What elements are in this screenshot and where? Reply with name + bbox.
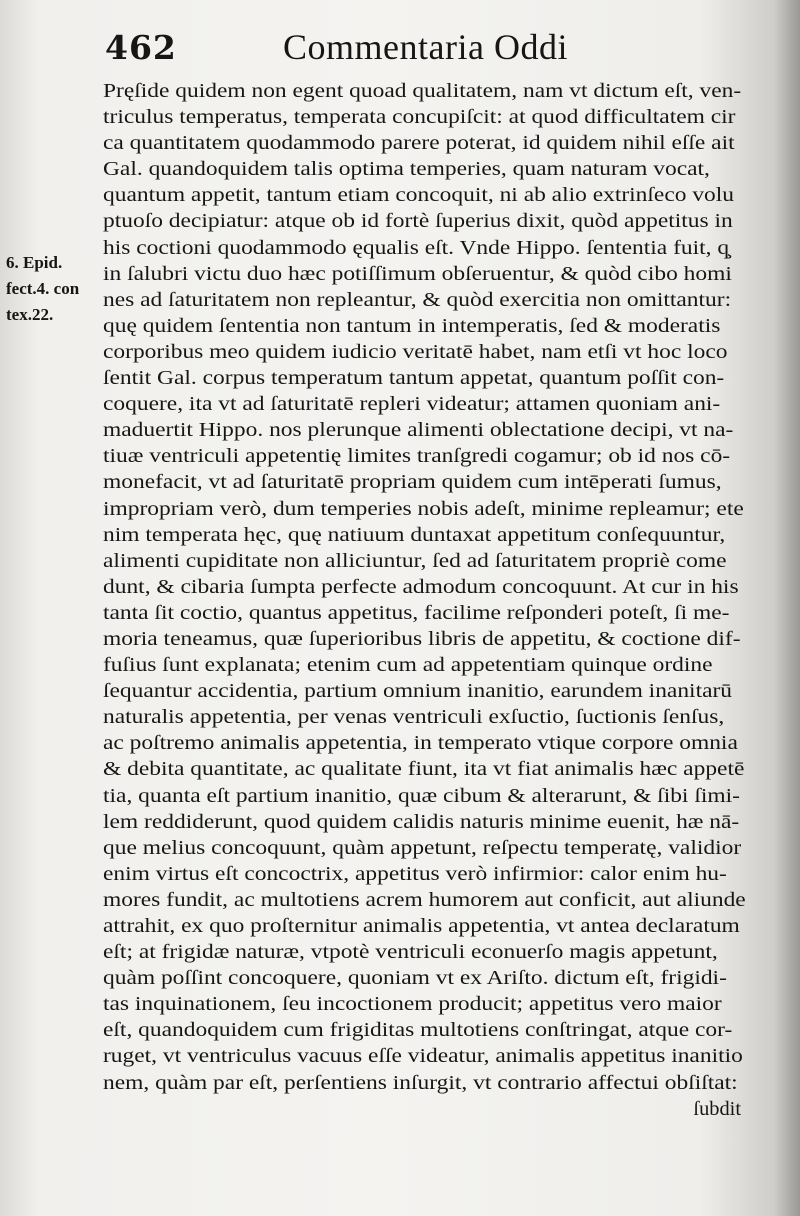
text-line: que melius concoquunt, quàm appetunt, reſpectu temperatę, validior — [103, 836, 742, 859]
text-line: & debita quantitate, ac qualitate fiunt, ita vt fiat animalis hæc appetē — [103, 758, 745, 781]
text-line: moria teneamus, quæ ſuperioribus libris de appetitu, & coctione dif- — [103, 627, 741, 650]
text-line: ſequantur accidentia, partium omnium inanitio, earundem inanitarū — [103, 680, 733, 703]
body-text — [103, 78, 763, 1122]
page-header — [0, 0, 800, 80]
text-line: maduertit Hippo. nos plerunque alimenti oblectatione decipi, vt na- — [103, 419, 734, 442]
text-line: dunt, & cibaria ſumpta perfecte admodum concoquunt. At cur in his — [103, 575, 739, 598]
text-line: Pręſide quidem non egent quoad qualitatem, nam vt dictum eſt, ven- — [103, 80, 742, 102]
text-line: mores fundit, ac multotiens acrem humorem aut conficit, aut aliunde — [103, 888, 746, 911]
text-line: ſentit Gal. corpus temperatum tantum appetat, quantum poſſit con- — [103, 367, 725, 390]
catchword: ſubdit — [693, 1097, 741, 1120]
text-line: naturalis appetentia, per venas ventriculi exſuctio, ſuctionis ſenſus, — [103, 706, 725, 729]
text-line: tia, quanta eſt partium inanitio, quæ cibum & alterarunt, & ſibi ſimi- — [103, 784, 740, 807]
text-line: coquere, ita vt ad ſaturitatē repleri videatur; attamen quoniam ani- — [103, 393, 721, 416]
text-line: fuſius ſunt explanata; etenim cum ad appetentiam quinque ordine — [103, 654, 713, 677]
text-line: tiuæ ventriculi appetentię limites tranſgredi cogamur; ob id nos cō- — [103, 445, 731, 468]
text-line: triculus temperatus, temperata concupiſcit: at quod difficultatem cir — [103, 106, 736, 129]
text-line: tanta ſit coctio, quantus appetitus, facilime reſponderi poteſt, ſi me- — [103, 601, 730, 624]
text-line: quę quidem ſententia non tantum in intemperatis, ſed & moderatis — [103, 314, 721, 337]
margin-note-line: 6. Epid. — [6, 253, 63, 272]
text-line: eſt; at frigidæ naturæ, vtpotè ventriculi econuerſo magis appetunt, — [103, 941, 718, 964]
text-line: ca quantitatem quodammodo parere poterat, id quidem nihil eſſe ait — [103, 132, 735, 155]
text-line: alimenti cupiditate non alliciuntur, ſed ad ſaturitatem propriè come — [103, 549, 727, 572]
text-line: in ſalubri victu duo hæc potiſſimum obſeruentur, & quòd cibo homi — [103, 262, 732, 285]
page-edge-shadow — [774, 0, 800, 1216]
text-line: Gal. quandoquidem talis optima temperies, quam naturam vocat, — [103, 158, 710, 181]
text-line: ac poſtremo animalis appetentia, in temperato vtique corpore omnia — [103, 732, 738, 755]
text-line: nim temperata hęc, quę natiuum duntaxat appetitum conſequuntur, — [103, 523, 726, 546]
text-line: nem, quàm par eſt, perſentiens inſurgit, vt contrario affectui obſiſtat: — [103, 1071, 738, 1094]
text-line: eſt, quandoquidem cum frigiditas multotiens conſtringat, atque cor- — [103, 1019, 733, 1042]
text-line: attrahit, ex quo proſternitur animalis appetentia, vt antea declaratum — [103, 915, 740, 937]
text-line: ptuoſo decipiatur: atque ob id fortè ſuperius dixit, quòd appetitus in — [103, 210, 733, 233]
margin-note-line: fect.4. con — [6, 279, 80, 298]
margin-note-line: tex.22. — [6, 305, 54, 324]
marginal-note — [6, 250, 101, 328]
text-line: his coctioni quodammodo ęqualis eſt. Vnde Hippo. ſententia fuit, q̧ — [103, 236, 730, 259]
text-line: tas inquinationem, ſeu incoctionem producit; appetitus vero maior — [103, 993, 722, 1016]
running-title: Commentaria Oddi — [283, 27, 568, 67]
page-number: 462 — [105, 28, 177, 67]
text-line: monefacit, vt ad ſaturitatē propriam quidem cum intēperati ſumus, — [103, 471, 722, 494]
text-line: lem reddiderunt, quod quidem calidis naturis minime euenit, hæ nā- — [103, 810, 740, 833]
text-line: enim virtus eſt concoctrix, appetitus verò infirmior: calor enim hu- — [103, 862, 727, 885]
text-line: nes ad ſaturitatem non repleantur, & quòd exercitia non omittantur: — [103, 288, 732, 311]
text-line: corporibus meo quidem iudicio veritatē habet, nam etſi vt hoc loco — [103, 340, 728, 363]
text-line: impropriam verò, dum temperies nobis adeſt, minime repleamur; ete — [103, 497, 744, 520]
text-line: quàm poſſint concoquere, quoniam vt ex Ariſto. dictum eſt, frigidi- — [103, 967, 727, 990]
text-line: ruget, vt ventriculus vacuus eſſe videatur, animalis appetitus inanitio — [103, 1045, 743, 1068]
text-line: quantum appetit, tantum etiam concoquit, ni ab alio extrinſeco volu — [103, 184, 735, 207]
